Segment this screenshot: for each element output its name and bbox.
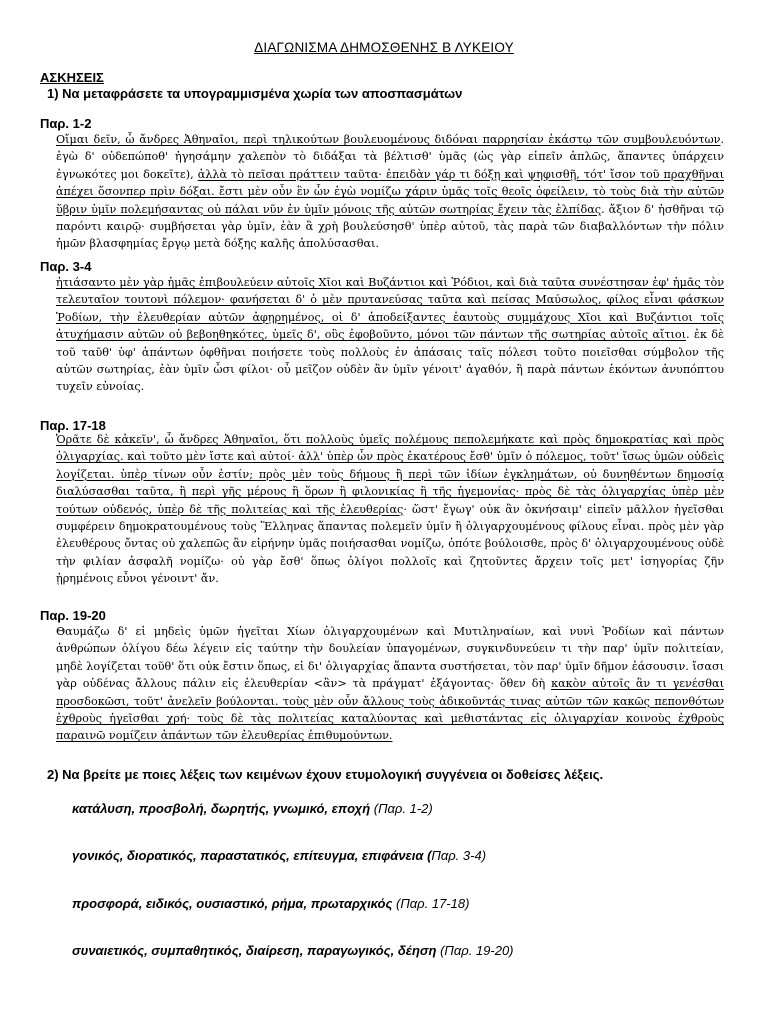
word-group-3 — [72, 896, 469, 911]
word-group-1 — [72, 801, 433, 816]
plain-segment: Θαυμάζω δ' εἰ μηδεὶς ὑμῶν ἡγεῖται Χίων ὀλιγαρχουμένων καὶ Μυτιληναίων, καὶ νυνὶ Ῥοδίων καὶ πάντων ἀνθρώπων ὀλίγου δέω λέγειν εἰς ταύτην τὴν δουλείαν ὑπαγομένων, συγκινδυνεύειν τι τὴν παρ' ὑμῖν πολιτείαν, μηδὲ λογίζεται τοῦθ' ὅτι οὐκ ἔστιν ὅπως, εἰ δι' ὀλιγαρχίας ἅπαντα συστήσεται, τὸν παρ' ὑμῖν δῆμον ἐάσουσιν. ἴσασι γὰρ οὐδένας ἄλλους πάλιν εἰς ἐλευθερίαν <ἂν> τὰ πράγματ' ἐξάγοντας· ὅθεν δὴ — [56, 625, 724, 691]
word-group-words: κατάλυση, προσβολή, δωρητής, γνωμικό, εποχή — [72, 801, 371, 816]
underlined-segment: Οἴμαι δεῖν, ὦ ἄνδρες Ἀθηναῖοι, περὶ τηλικούτων βουλευομένους διδόναι παρρησίαν ἑκάστῳ τῶν συμβουλευόντων — [56, 133, 721, 146]
word-group-ref: (Παρ. 1-2) — [370, 801, 433, 816]
passage-label-17-18: Παρ. 17-18 — [40, 418, 106, 433]
section-heading: ΑΣΚΗΣΕΙΣ — [40, 70, 104, 85]
underlined-segment: Ὁρᾶτε δὲ κἀκεῖν', ὦ ἄνδρες Ἀθηναῖοι, ὅτι πολλοὺς ὑμεῖς πολέμους πεπολεμήκατε καὶ πρὸς δημοκρατίας καὶ πρὸς ὀλιγαρχίας. καὶ τοῦτο μὲν ἴστε καὶ αὐτοί· ἀλλ' ὑπὲρ ὧν πρὸς ἑκατέρους ἔσθ' ὑμῖν ὁ πόλεμος, τοῦτ' ἴσως ὑμῶν οὐδεὶς λογίζεται. ὑπὲρ τίνων οὖν ἐστίν; πρὸς μὲν τοὺς δήμους ἢ περὶ τῶν ἰδίων ἐγκλημάτων, οὐ δυνηθέντων δημοσίᾳ διαλύσασθαι ταῦτα, ἢ περὶ γῆς μέρους ἢ ὅρων ἢ φιλονικίας ἢ τῆς ἡγεμονίας· πρὸς δὲ τὰς ὀλιγαρχίας ὑπὲρ μὲν τούτων οὐδενός, ὑπὲρ δὲ τῆς πολιτείας καὶ τῆς ἐλευθερίας — [56, 433, 724, 516]
word-group-ref: (Παρ. 19-20) — [436, 943, 514, 958]
underlined-segment: ἠτιάσαντο μὲν γὰρ ἡμᾶς ἐπιβουλεύειν αὐτοῖς Χῖοι καὶ Βυζάντιοι καὶ Ῥόδιοι, καὶ διὰ ταῦτα συνέστησαν ἐφ' ἡμᾶς τὸν τελευταῖον τουτονὶ πόλεμον· φανήσεται δ' ὁ μὲν πρυτανεύσας ταῦτα καὶ πείσας Μαύσωλος, φίλος εἶναι φάσκων Ῥοδίων, τὴν ἐλευθερίαν αὐτῶν ἀφῃρημένος, οἱ δ' ἀποδείξαντες ἑαυτοὺς συμμάχους Χῖοι καὶ Βυζάντιοι τοῖς ἀτυχήμασιν αὐτῶν οὐ βεβοηθηκότες, ὑμεῖς δ', οὓς ἐφοβοῦντο, μόνοι τῶν πάντων τῆς σωτηρίας αὐτοῖς αἴτιοι — [56, 276, 724, 342]
underlined-segment: ἀλλὰ τὸ πεῖσαι πράττειν ταῦτα· ἐπειδὰν γάρ τι δόξῃ καὶ ψηφισθῇ, τότ' ἴσον τοῦ πραχθῆναι ἀπέχει ὅσονπερ πρὶν δόξαι. ἔστι μὲν οὖν ἓν ὧν ἐγὼ νομίζω χάριν ὑμᾶς τοῖς θεοῖς ὀφείλειν, τὸ τοὺς διὰ τὴν αὑτῶν ὕβριν ὑμῖν πολεμήσαντας οὐ πάλαι νῦν ἐν ὑμῖν μόνοις τῆς αὑτῶν σωτηρίας ἔχειν τὰς ἐλπίδας — [56, 167, 724, 216]
word-group-words: προσφορά, ειδικός, ουσιαστικό, ρήμα, πρωταρχικός — [72, 896, 393, 911]
word-group-ref: Παρ. 3-4) — [431, 848, 487, 863]
word-group-4 — [72, 943, 514, 958]
plain-segment: . ἐκ δὲ τοῦ ταῦθ' ὑφ' ἁπάντων ὀφθῆναι ποιήσετε τοὺς πολλοὺς ἐν ἁπάσαις ταῖς πόλεσι τοῦτο ποιεῖσθαι σύμβολον τῆς αὑτῶν σωτηρίας, ἐὰν ὑμῖν ὦσι φίλοι· οὗ μεῖζον οὐδὲν ἂν ὑμῖν γένοιτ' ἀγαθόν, ἢ παρὰ πάντων ἑκόντων ἀνυπόπτου τυχεῖν εὐνοίας. — [56, 328, 725, 394]
passage-text-19-20 — [56, 623, 724, 745]
passage-text-1-2 — [56, 131, 724, 253]
question-1: 1) Να μεταφράσετε τα υπογραμμισμένα χωρία των αποσπασμάτων — [47, 86, 463, 101]
underlined-segment: κακὸν αὐτοῖς ἂν τι γενέσθαι προσδοκῶσι, τοῦτ' ἀνελεῖν βούλονται. τοὺς μὲν οὖν ἄλλους τοὺς ἀδικοῦντάς τινας αὐτῶν τῶν κακῶς πεπονθότων ἐχθροὺς ἡγεῖσθαι χρή· τοὺς δὲ τὰς πολιτείας καταλύοντας καὶ μεθιστάντας εἰς ὀλιγαρχίαν κοινοὺς ἐχθροὺς παραινῶ νομίζειν ἁπάντων τῶν ἐλευθερίας ἐπιθυμούντων. — [56, 677, 724, 743]
document-title: ΔΙΑΓΩΝΙΣΜΑ ΔΗΜΟΣΘΕΝΗΣ Β ΛΥΚΕΙΟΥ — [254, 40, 514, 55]
passage-label-19-20: Παρ. 19-20 — [40, 608, 106, 623]
plain-segment: . ἐγὼ δ' οὐδεπώποθ' ἡγησάμην χαλεπὸν τὸ διδάξαι τὰ βέλτισθ' ὑμᾶς (ὡς γὰρ εἰπεῖν ἁπλῶς, ἅπαντες ὑπάρχειν ἐγνωκότες μοι δοκεῖτε), — [56, 133, 724, 181]
passage-text-3-4 — [56, 274, 724, 396]
word-group-words: συναιετικός, συμπαθητικός, διαίρεση, παραγωγικός, δέηση — [72, 943, 437, 958]
plain-segment: . ἄξιον δ' ἡσθῆναι τῷ παρόντι καιρῷ· συμβήσεται γὰρ ὑμῖν, ἐὰν ἃ χρὴ βουλεύσησθ' ὑπὲρ αὐτοῦ, τὰς παρὰ τῶν διαβαλλόντων τὴν πόλιν ἡμῶν βλασφημίας ἔργῳ μετὰ δόξης καλῆς ἀπολύσασθαι. — [56, 202, 724, 251]
passage-label-1-2: Παρ. 1-2 — [40, 116, 92, 131]
word-group-ref: (Παρ. 17-18) — [392, 896, 470, 911]
passage-label-3-4: Παρ. 3-4 — [40, 259, 92, 274]
question-2: 2) Να βρείτε με ποιες λέξεις των κειμένων έχουν ετυμολογική συγγένεια οι δοθείσες λέξεις. — [47, 767, 604, 782]
plain-segment: · ὥστ' ἔγωγ' οὐκ ἂν ὀκνήσαιμ' εἰπεῖν μᾶλλον ἡγεῖσθαι συμφέρειν δημοκρατουμένους τοὺς Ἕλληνας ἅπαντας πολεμεῖν ὑμῖν ἢ ὀλιγαρχουμένους φίλους εἶναι. πρὸς μὲν γὰρ ἐλευθέρους ὄντας οὐ χαλεπῶς ἂν εἰρήνην ὑμᾶς ποιήσασθαι νομίζω, ὁπότε βούλοισθε, πρὸς δ' ὀλιγαρχουμένους οὐδὲ τὴν φιλίαν ἀσφαλῆ νομίζω· οὐ γὰρ ἔσθ' ὅπως ὀλίγοι πολλοῖς καὶ ζητοῦντες ἄρχειν τοῖς μετ' ἰσηγορίας ζῆν ᾑρημένοις εὖνοι γένοιντ' ἄν. — [56, 502, 725, 586]
word-group-words: γονικός, διορατικός, παραστατικός, επίτευγμα, επιφάνεια ( — [72, 848, 432, 863]
passage-text-17-18 — [56, 431, 724, 588]
word-group-2 — [72, 848, 486, 863]
